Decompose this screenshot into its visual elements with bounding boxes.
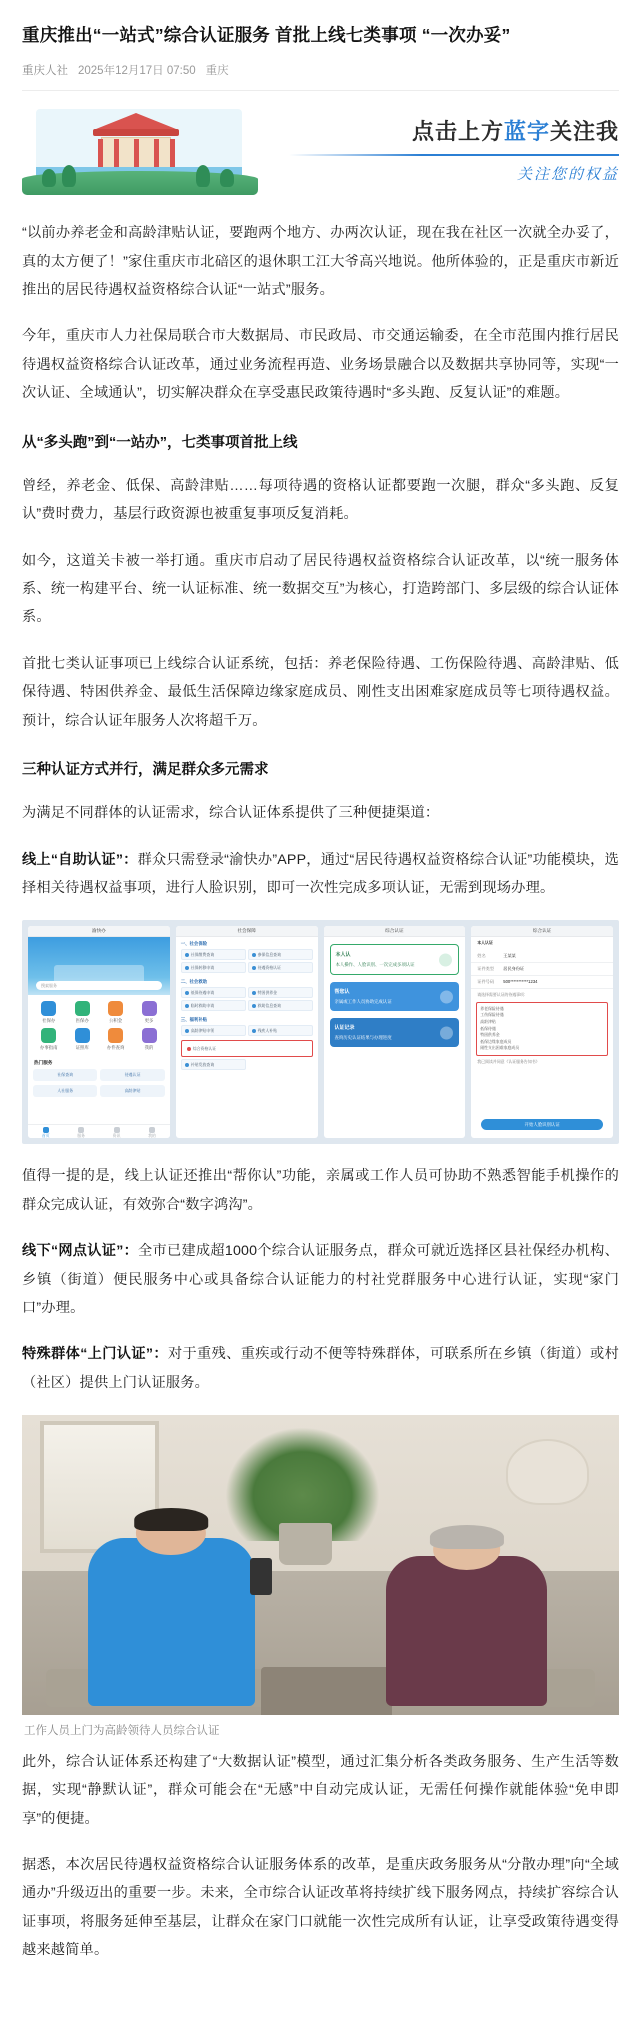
phone1-grid-label: 医保办 (75, 1018, 89, 1024)
phone3-card-desc: 亲属或工作人员协助完成认证 (334, 999, 392, 1005)
phone2-list-item[interactable] (181, 987, 246, 998)
phone4-field-value: 王某某 (503, 952, 516, 958)
banner-follow-post: 关注我 (549, 119, 619, 145)
banner-tree-icon (62, 165, 76, 187)
phone-screenshot-home (28, 926, 170, 1138)
phone3-card-title: 本人认 (335, 952, 351, 959)
paragraph-9 (22, 1237, 619, 1322)
phone1-chip[interactable]: 高龄津贴 (100, 1085, 164, 1097)
phone1-tabbar (28, 1124, 170, 1138)
phone2-list-item[interactable] (181, 1000, 246, 1011)
banner-tree-icon (42, 169, 56, 187)
phone2-section-title: 二、社会救助 (180, 979, 208, 985)
paragraph-8: 值得一提的是，线上认证还推出“帮你认”功能，亲属或工作人员可协助不熟悉智能手机操作的群众完成认证，有效弥合“数字鸿沟”。 (22, 1168, 619, 1213)
phone2-list-item[interactable] (248, 949, 313, 960)
phone1-chip[interactable]: 待遇认证 (100, 1069, 164, 1081)
banner-divider (289, 154, 619, 156)
phone4-notice: 请选择需要认证的待遇事项： (477, 991, 528, 997)
paragraph-1: “以前办养老金和高龄津贴认证，要跑两个地方、办两次认证，现在我在社区一次就全办妥了，真的太方便了！”家住重庆市北碚区的退休职工江大爷高兴地说。他所体验的，正是重庆市新近推出的居民待遇权益资格综合认证“一站式”服务。 (22, 225, 619, 299)
paragraph-7-text: 群众只需登录“渝快办”APP，通过“居民待遇权益资格综合认证”功能模块，选择相关待遇权益事项，进行人脸识别，即可一次性完成多项认证，无需到现场办理。 (22, 851, 619, 896)
promo-banner (22, 105, 619, 201)
article-source: 重庆人社 (22, 65, 68, 78)
phone2-list-item[interactable] (181, 949, 246, 960)
phone2-item-label: 参保信息查询 (257, 951, 281, 957)
photo-person-elder (386, 1556, 547, 1706)
phone-screenshot-auth-entry (324, 926, 466, 1138)
paragraph-11: 此外，综合认证体系还构建了“大数据认证”模型，通过汇集分析各类政务服务、生产生活等数据，实现“静默认证”，群众可能会在“无感”中自动完成认证，无需任何操作就能体验“免申即享”的便捷。 (22, 1753, 619, 1827)
phone4-options-highlight (476, 1002, 608, 1056)
paragraph-4: 如今，这道关卡被一举打通。重庆市启动了居民待遇权益资格综合认证改革，以“统一服务体系、统一构建平台、统一认证标准、统一数据交互”为核心，打造跨部门、多层级的综合认证体系。 (22, 552, 619, 626)
banner-text-block (247, 115, 619, 184)
phone2-item-label: 特困供养金 (257, 989, 278, 995)
phone2-list-item[interactable] (181, 1025, 246, 1036)
phone4-option[interactable]: 高龄津贴 (480, 1018, 496, 1024)
phone3-card-self-auth[interactable] (330, 944, 460, 975)
phone1-grid-label: 我的 (144, 1045, 154, 1051)
phone2-item-label: 低保待遇申请 (190, 989, 215, 995)
phone2-item-label: 临时救助申请 (190, 1002, 215, 1008)
phone3-card-desc: 查询历史认证结果与办理进度 (334, 1035, 392, 1041)
banner-tree-icon (196, 165, 210, 187)
phone1-tab-news[interactable] (99, 1125, 134, 1138)
banner-follow-highlight: 蓝字 (503, 119, 550, 145)
paragraph-5: 首批七类认证事项已上线综合认证系统，包括：养老保险待遇、工伤保险待遇、高龄津贴、低保待遇、特困供养金、最低生活保障边缘家庭成员、刚性支出困难家庭成员等七项待遇权益。预计，综合认证年服务人次将超千万。 (22, 655, 619, 729)
phone1-tab-service[interactable] (63, 1125, 98, 1138)
phone1-grid-label: 更多 (144, 1018, 154, 1024)
paragraph-9-text: 全市已建成超1000个综合认证服务点，群众可就近选择区县社保经办机构、乡镇（街道）便民服务中心或具备综合认证能力的村社党群服务中心进行认证，实现“家门口”办理。 (22, 1243, 619, 1316)
phone1-grid-item[interactable] (133, 1001, 164, 1024)
paragraph-9-lead: 线下“网点认证”： (22, 1243, 139, 1260)
phone4-option[interactable]: 特困供养金 (480, 1032, 500, 1038)
phone4-option[interactable]: 工伤保险待遇 (480, 1012, 504, 1018)
phone2-list-item[interactable] (181, 1059, 246, 1070)
paragraph-12: 据悉，本次居民待遇权益资格综合认证服务体系的改革，是重庆政务服务从“分散办理”向“全域通办”升级迈出的重要一步。未来，全市综合认证改革将持续扩线下服务网点，持续扩容综合认证事项，将服务延伸至基层，让群众在家门口就能一次性完成所有认证，让享受政策待遇变得越来越简单。 (22, 1856, 619, 1959)
phone1-grid-item[interactable] (66, 1028, 97, 1051)
paragraph-10-text: 对于重残、重疾或行动不便等特殊群体，可联系所在乡镇（街道）或村（社区）提供上门认证服务。 (22, 1346, 620, 1391)
phone4-form-title: 本人认证 (477, 940, 493, 946)
phone1-grid-item[interactable] (100, 1001, 131, 1024)
phone3-card-records[interactable] (330, 1018, 460, 1047)
phone2-list-item[interactable] (248, 987, 313, 998)
paragraph-3: 曾经，养老金、低保、高龄津贴……每项待遇的资格认证都要跑一次腿，群众“多头跑、反复认”费时费力，基层行政资源也被重复事项反复消耗。 (22, 477, 619, 523)
phone1-tab-label: 我的 (148, 1134, 156, 1139)
phone4-agreement[interactable]: 我已阅读并同意《认证服务告知书》 (477, 1059, 540, 1065)
phone1-grid-item[interactable] (133, 1028, 164, 1051)
phone2-item-label: 救助信息查询 (257, 1002, 281, 1008)
phone1-chip[interactable]: 社保查询 (33, 1069, 97, 1081)
photo-table (261, 1667, 392, 1715)
app-screenshot-strip (22, 920, 619, 1144)
phone1-tab-mine[interactable] (134, 1125, 169, 1138)
phone2-list-item[interactable] (248, 1025, 313, 1036)
phone2-item-label: 社保缴费查询 (190, 951, 215, 957)
phone3-card-title: 认证记录 (334, 1025, 355, 1032)
phone3-card-title: 帮您认 (334, 989, 350, 996)
phone1-tab-label: 资讯 (112, 1134, 121, 1139)
phone2-section-title: 一、社会保险 (180, 941, 208, 947)
paragraph-7-lead: 线上“自助认证”： (22, 851, 138, 868)
section-heading-1: 从“多头跑”到“一站办”，七类事项首批上线 (22, 434, 298, 451)
phone3-card-desc: 本人操作、人脸识别、一次完成多项认证 (335, 962, 415, 968)
phone2-item-label: 补贴发放查询 (190, 1061, 215, 1067)
phone2-highlighted-entry[interactable] (181, 1040, 313, 1057)
banner-subtitle: 关注您的权益 (516, 166, 619, 184)
phone4-option[interactable]: 低保待遇 (480, 1025, 496, 1031)
phone1-hero (28, 937, 170, 995)
section-heading-2: 三种认证方式并行，满足群众多元需求 (22, 762, 269, 779)
phone1-service-grid (28, 995, 170, 1057)
phone1-tab-home[interactable] (28, 1125, 63, 1138)
phone4-field-id-type[interactable] (471, 963, 613, 976)
phone4-option[interactable]: 刚性支出困难家庭成员 (480, 1045, 520, 1051)
phone4-option[interactable]: 养老保险待遇 (480, 1005, 504, 1011)
phone2-item-label: 高龄津贴申领 (190, 1027, 215, 1033)
photo-smartphone (250, 1558, 272, 1595)
page-title: 重庆推出“一站式”综合认证服务 首批上线七类事项 “一次办妥” (22, 25, 511, 45)
phone4-field-value: 500***********1234 (503, 979, 538, 985)
phone-screenshot-auth-form (471, 926, 613, 1138)
phone4-field-label: 证件号码 (477, 978, 495, 984)
phone2-list-item[interactable] (181, 962, 246, 973)
article-photo (22, 1415, 619, 1715)
phone4-field-label: 证件类型 (477, 965, 495, 971)
photo-vase (279, 1523, 333, 1565)
phone2-list-item-highlight[interactable] (184, 1043, 310, 1054)
photo-toy (506, 1439, 590, 1505)
banner-follow-line (247, 115, 619, 146)
phone1-grid-label: 证照库 (75, 1045, 89, 1051)
phone1-grid-item[interactable] (66, 1001, 97, 1024)
phone2-item-label: 残疾人补贴 (257, 1027, 278, 1033)
phone1-grid-item[interactable] (33, 1001, 64, 1024)
phone1-grid-item[interactable] (100, 1028, 131, 1051)
phone2-item-label: 待遇资格认证 (257, 964, 281, 970)
list-icon (440, 1026, 453, 1039)
people-icon (440, 990, 453, 1003)
phone2-item-label: 社保转移申请 (190, 964, 215, 970)
phone1-tab-label: 首页 (41, 1134, 50, 1139)
phone1-grid-item[interactable] (33, 1028, 64, 1051)
phone3-title: 综合认证 (324, 926, 466, 937)
phone2-list-item[interactable] (248, 962, 313, 973)
article-meta (22, 62, 619, 91)
phone1-grid-label: 办事指南 (39, 1045, 58, 1051)
phone1-chip[interactable]: 人社服务 (33, 1085, 97, 1097)
banner-building-icon (80, 113, 192, 175)
phone3-card-assist-auth[interactable] (330, 982, 460, 1011)
article-location: 重庆 (205, 65, 229, 78)
paragraph-10-lead: 特殊群体“上门认证”： (22, 1346, 168, 1363)
phone4-options-list (477, 1003, 607, 1055)
phone2-list-item[interactable] (248, 1000, 313, 1011)
phone1-grid-label: 办件查询 (106, 1045, 125, 1051)
phone4-field-value: 居民身份证 (503, 965, 525, 971)
face-id-icon (439, 953, 452, 966)
banner-tree-icon (220, 169, 234, 187)
phone2-item-label: 综合资格认证 (192, 1045, 217, 1051)
phone4-option[interactable]: 低保边缘家庭成员 (480, 1038, 512, 1044)
phone1-title: 渝快办 (28, 926, 170, 937)
paragraph-7 (22, 846, 619, 903)
phone2-section-title: 三、福利补贴 (180, 1017, 208, 1023)
phone4-field-label: 姓名 (477, 952, 486, 958)
phone2-title: 社会保障 (176, 926, 318, 937)
banner-illustration (22, 105, 258, 201)
article-photo-block (22, 1415, 619, 1742)
phone4-field-name[interactable] (471, 950, 613, 963)
phone1-grid-label: 社保办 (42, 1018, 56, 1024)
phone4-field-id-number[interactable] (471, 976, 613, 989)
article-timestamp: 2025年12月17日 07:50 (78, 65, 196, 78)
photo-caption: 工作人员上门为高龄领待人员综合认证 (24, 1725, 220, 1738)
paragraph-10 (22, 1340, 619, 1397)
phone1-search-input[interactable]: 搜索服务 (36, 981, 162, 990)
phone4-submit-button[interactable]: 开始人脸识别认证 (481, 1119, 603, 1130)
paragraph-6: 为满足不同群体的认证需求，综合认证体系提供了三种便捷渠道： (22, 805, 440, 822)
banner-follow-pre: 点击上方 (411, 119, 504, 145)
phone-screenshot-social-security (176, 926, 318, 1138)
paragraph-2: 今年，重庆市人力社保局联合市大数据局、市民政局、市交通运输委，在全市范围内推行居民待遇权益资格综合认证改革，通过业务流程再造、业务场景融合以及数据共享协同等，实现“一次认证、全域通认”，切实解决群众在享受惠民政策待遇时“多头跑、反复认证”的难题。 (22, 328, 619, 402)
phone1-tab-label: 服务 (77, 1134, 85, 1139)
phone1-grid-label: 公积金 (109, 1018, 123, 1024)
photo-person-staff (88, 1538, 255, 1706)
phone1-section-title: 热门服务 (34, 1060, 53, 1066)
phone4-title: 综合认证 (471, 926, 613, 937)
